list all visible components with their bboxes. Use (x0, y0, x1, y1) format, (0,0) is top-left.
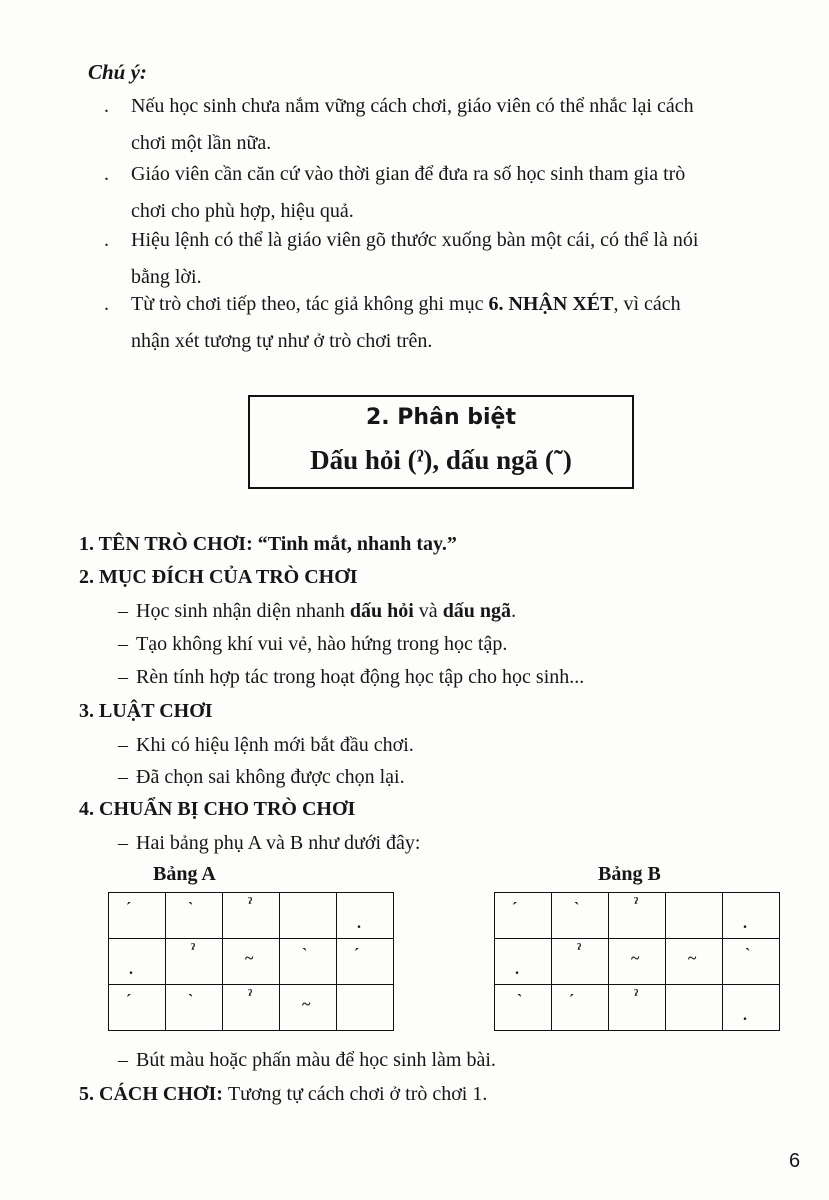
table-cell (723, 893, 780, 939)
tone-mark: ` (574, 900, 580, 917)
note-bold-text: 6. NHẬN XÉT (488, 293, 614, 315)
purpose-text: Tạo không khí vui vẻ, hào hứng trong học tập. (136, 633, 508, 655)
purpose-item (118, 666, 584, 689)
table-cell (609, 893, 666, 939)
table-cell (337, 893, 394, 939)
table-cell (166, 939, 223, 985)
prep-item (118, 1049, 496, 1072)
table-cell (223, 893, 280, 939)
prep-text: Hai bảng phụ A và B như dưới đây: (136, 832, 421, 854)
table-cell (223, 939, 280, 985)
table-row (495, 893, 780, 939)
tone-mark: ` (302, 946, 308, 963)
table-row (495, 939, 780, 985)
table-cell (552, 985, 609, 1031)
tone-mark: ` (188, 900, 194, 917)
tone-mark: . (515, 961, 519, 978)
dash: – (118, 734, 128, 756)
rule-item (118, 734, 414, 757)
table-cell (109, 985, 166, 1031)
table-row (109, 985, 394, 1031)
tone-mark: ˀ (248, 895, 253, 912)
table-cell (166, 985, 223, 1031)
tone-mark (666, 893, 722, 938)
table-cell (223, 985, 280, 1031)
table-cell (495, 893, 552, 939)
tone-mark (666, 985, 722, 1030)
tone-mark: ~ (302, 996, 311, 1013)
game-name (79, 533, 457, 556)
dash: – (118, 1049, 128, 1071)
note-item-3 (104, 222, 804, 296)
note-text: nhận xét tương tự như ở trò chơi trên. (131, 330, 433, 352)
dash: – (118, 666, 128, 688)
note-text: Nếu học sinh chưa nắm vững cách chơi, giáo viên có thể nhắc lại cách (131, 95, 694, 117)
note-text: chơi một lần nữa. (131, 132, 272, 154)
dash: – (118, 633, 128, 655)
tone-mark: ´ (126, 992, 132, 1009)
table-cell (723, 985, 780, 1031)
how-value: Tương tự cách chơi ở trò chơi 1. (227, 1083, 488, 1105)
table-cell (552, 893, 609, 939)
tone-mark: ˀ (634, 987, 639, 1004)
table-cell (609, 985, 666, 1031)
tone-mark: ´ (126, 900, 132, 917)
game-name-value: “Tinh mắt, nhanh tay.” (257, 533, 457, 555)
tone-mark: ~ (631, 950, 640, 967)
note-item-2 (104, 156, 804, 230)
dash: – (118, 600, 128, 622)
table-cell (280, 985, 337, 1031)
purpose-text: . (511, 600, 517, 622)
table-cell (109, 939, 166, 985)
bold-text: dấu ngã (442, 600, 512, 622)
tone-mark: ~ (245, 950, 254, 967)
note-bullet: . (104, 95, 109, 117)
rule-item (118, 766, 405, 789)
table-cell (166, 893, 223, 939)
prep-text: Bút màu hoặc phấn màu để học sinh làm bài. (136, 1049, 496, 1071)
tone-mark: . (129, 961, 133, 978)
table-cell (723, 939, 780, 985)
tone-mark: ˀ (248, 987, 253, 1004)
table-cell (280, 893, 337, 939)
note-text: chơi cho phù hợp, hiệu quả. (131, 200, 354, 222)
table-cell (337, 939, 394, 985)
purpose-item (118, 600, 516, 623)
rule-text: Đã chọn sai không được chọn lại. (136, 766, 405, 788)
tone-mark: . (743, 1007, 747, 1024)
tone-mark (280, 893, 336, 938)
note-text: Từ trò chơi tiếp theo, tác giả không ghi mục (131, 293, 489, 315)
note-item-4 (104, 286, 804, 360)
note-text: Giáo viên cần căn cứ vào thời gian để đưa ra số học sinh tham gia trò (131, 163, 686, 185)
note-title: Chú ý: (88, 60, 147, 84)
purpose-text: Học sinh nhận diện nhanh (136, 600, 350, 622)
table-b (494, 892, 780, 1031)
section-title-box (248, 395, 634, 489)
tone-mark: ` (188, 992, 194, 1009)
tone-mark: ˀ (577, 941, 582, 958)
table-cell (495, 985, 552, 1031)
tone-mark: ˀ (191, 941, 196, 958)
table-row (109, 939, 394, 985)
note-bullet: . (104, 163, 109, 185)
table-row (495, 985, 780, 1031)
table-cell (552, 939, 609, 985)
rule-text: Khi có hiệu lệnh mới bắt đầu chơi. (136, 734, 414, 756)
purpose-text: và (413, 600, 443, 622)
how-to-play (79, 1083, 487, 1106)
note-item-1 (104, 88, 804, 162)
purpose-item (118, 633, 507, 656)
bold-text: dấu hỏi (349, 600, 414, 622)
prep-item (118, 832, 420, 855)
table-cell (495, 939, 552, 985)
note-bullet: . (104, 293, 109, 315)
table-cell (666, 985, 723, 1031)
section-title: 2. Phân biệt (365, 405, 516, 430)
tone-mark: ~ (688, 950, 697, 967)
dash: – (118, 766, 128, 788)
section-subtitle: Dấu hỏi (ˀ), dấu ngã (˜) (310, 445, 572, 475)
table-cell (609, 939, 666, 985)
table-cell (666, 893, 723, 939)
table-cell (337, 985, 394, 1031)
dash: – (118, 832, 128, 854)
note-bullet: . (104, 229, 109, 251)
rules-heading: 3. LUẬT CHƠI (79, 700, 213, 722)
game-name-label: 1. TÊN TRÒ CHƠI: (79, 533, 253, 555)
page-number: 6 (789, 1150, 801, 1172)
note-text: bằng lời. (131, 266, 202, 288)
tone-mark: . (743, 915, 747, 932)
tone-mark (337, 985, 393, 1030)
note-text: , vì cách (613, 293, 681, 315)
table-cell (666, 939, 723, 985)
note-text: Hiệu lệnh có thể là giáo viên gõ thước xuống bàn một cái, có thể là nói (131, 229, 699, 251)
tone-mark: . (357, 915, 361, 932)
table-cell (280, 939, 337, 985)
purpose-heading: 2. MỤC ĐÍCH CỦA TRÒ CHƠI (79, 566, 358, 588)
prep-heading: 4. CHUẨN BỊ CHO TRÒ CHƠI (79, 798, 356, 820)
table-a-label: Bảng A (153, 863, 216, 885)
tone-mark: ` (745, 946, 751, 963)
table-row (109, 893, 394, 939)
table-a (108, 892, 394, 1031)
how-label: 5. CÁCH CHƠI: (79, 1083, 223, 1105)
purpose-text: Rèn tính hợp tác trong hoạt động học tập cho học sinh... (136, 666, 585, 688)
tone-mark: ´ (569, 992, 575, 1009)
table-cell (109, 893, 166, 939)
tone-mark: ` (517, 992, 523, 1009)
table-b-label: Bảng B (598, 863, 661, 885)
tone-mark: ´ (354, 946, 360, 963)
tone-mark: ´ (512, 900, 518, 917)
tone-mark: ˀ (634, 895, 639, 912)
